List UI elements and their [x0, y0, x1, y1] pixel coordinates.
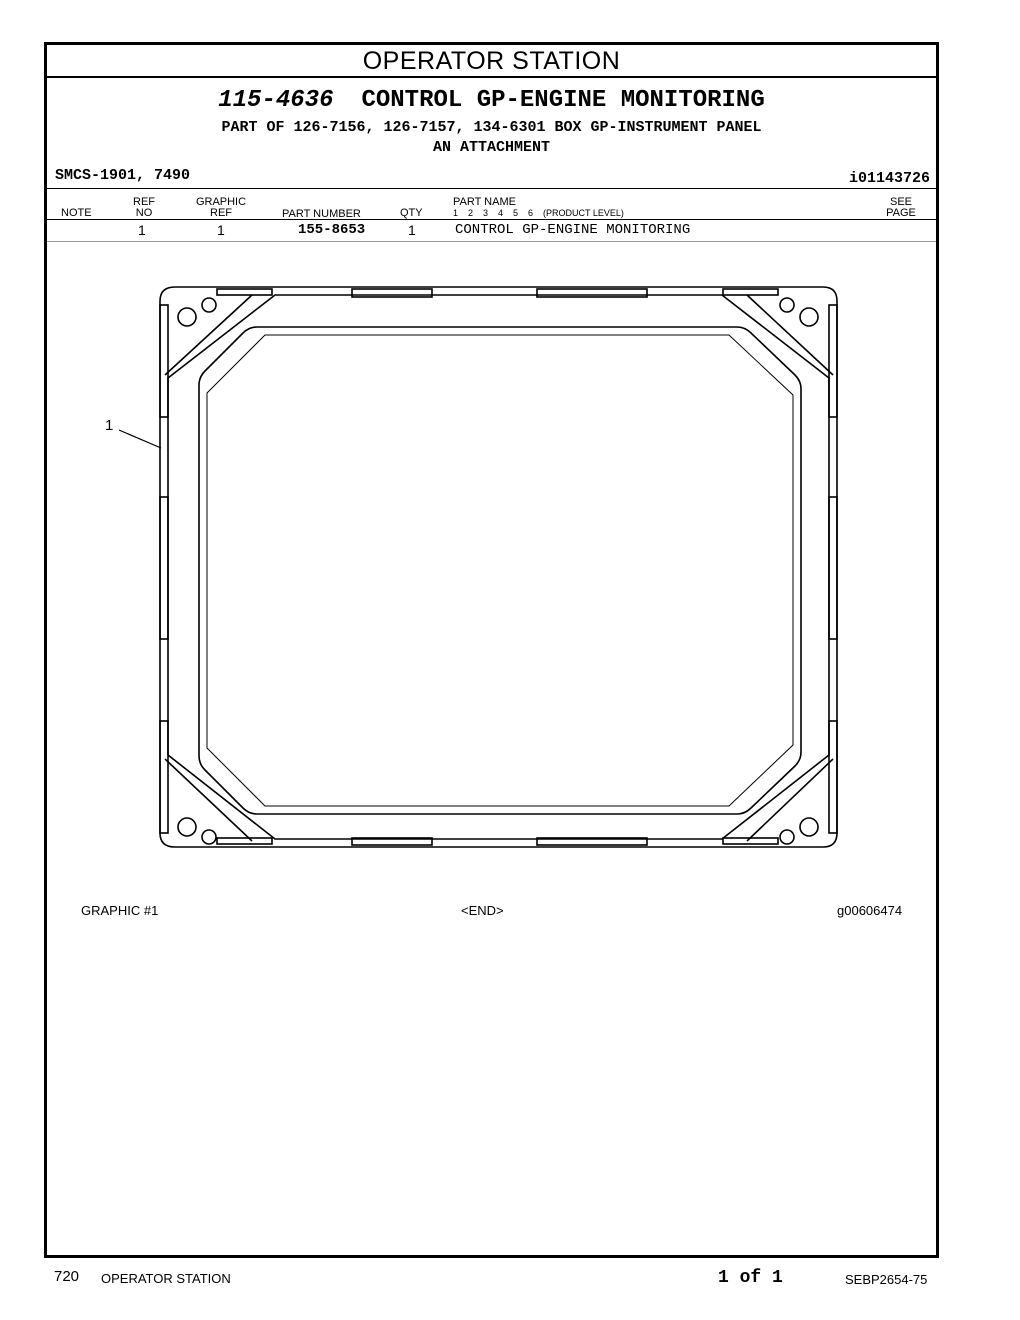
callout-1: 1: [105, 417, 114, 434]
graphic-id: g00606474: [837, 903, 903, 918]
page-frame: [44, 42, 939, 1258]
col-qty: QTY: [400, 207, 423, 219]
subtitle-part-of: PART OF 126-7156, 126-7157, 134-6301 BOX GP-INSTRUMENT PANEL: [221, 119, 762, 136]
col-ref-no: REF NO: [133, 196, 155, 219]
row-graphic-ref: 1: [217, 222, 225, 238]
panel-frame-illustration: [47, 45, 936, 885]
col-note: NOTE: [61, 207, 92, 219]
page-number: 720: [54, 1268, 80, 1285]
group-name: CONTROL GP-ENGINE MONITORING: [361, 87, 765, 114]
subtitle-attachment: AN ATTACHMENT: [432, 139, 551, 156]
col-part-number: PART NUMBER: [282, 208, 361, 220]
product-level-label: 1 2 3 4 5 6 (PRODUCT LEVEL): [453, 208, 624, 218]
row-ref-no: 1: [138, 222, 146, 238]
smcs-codes: SMCS-1901, 7490: [55, 167, 191, 184]
section-title: OPERATOR STATION: [47, 45, 936, 78]
col-part-name: PART NAME 1 2 3 4 5 6 (PRODUCT LEVEL): [453, 196, 624, 218]
end-marker: <END>: [461, 903, 504, 918]
col-graphic-ref: GRAPHIC REF: [195, 196, 247, 219]
row-part-name: CONTROL GP-ENGINE MONITORING: [455, 222, 691, 238]
document-id: SEBP2654-75: [845, 1272, 928, 1287]
graphic-caption: GRAPHIC #1: [81, 903, 159, 918]
row-qty: 1: [408, 222, 416, 238]
col-see-page: SEE PAGE: [886, 196, 916, 219]
row-part-number: 155-8653: [298, 222, 366, 238]
group-number: 115-4636: [218, 87, 334, 114]
page-of: 1 of 1: [718, 1268, 783, 1288]
info-id: i01143726: [848, 170, 930, 187]
footer-section: OPERATOR STATION: [101, 1271, 231, 1286]
